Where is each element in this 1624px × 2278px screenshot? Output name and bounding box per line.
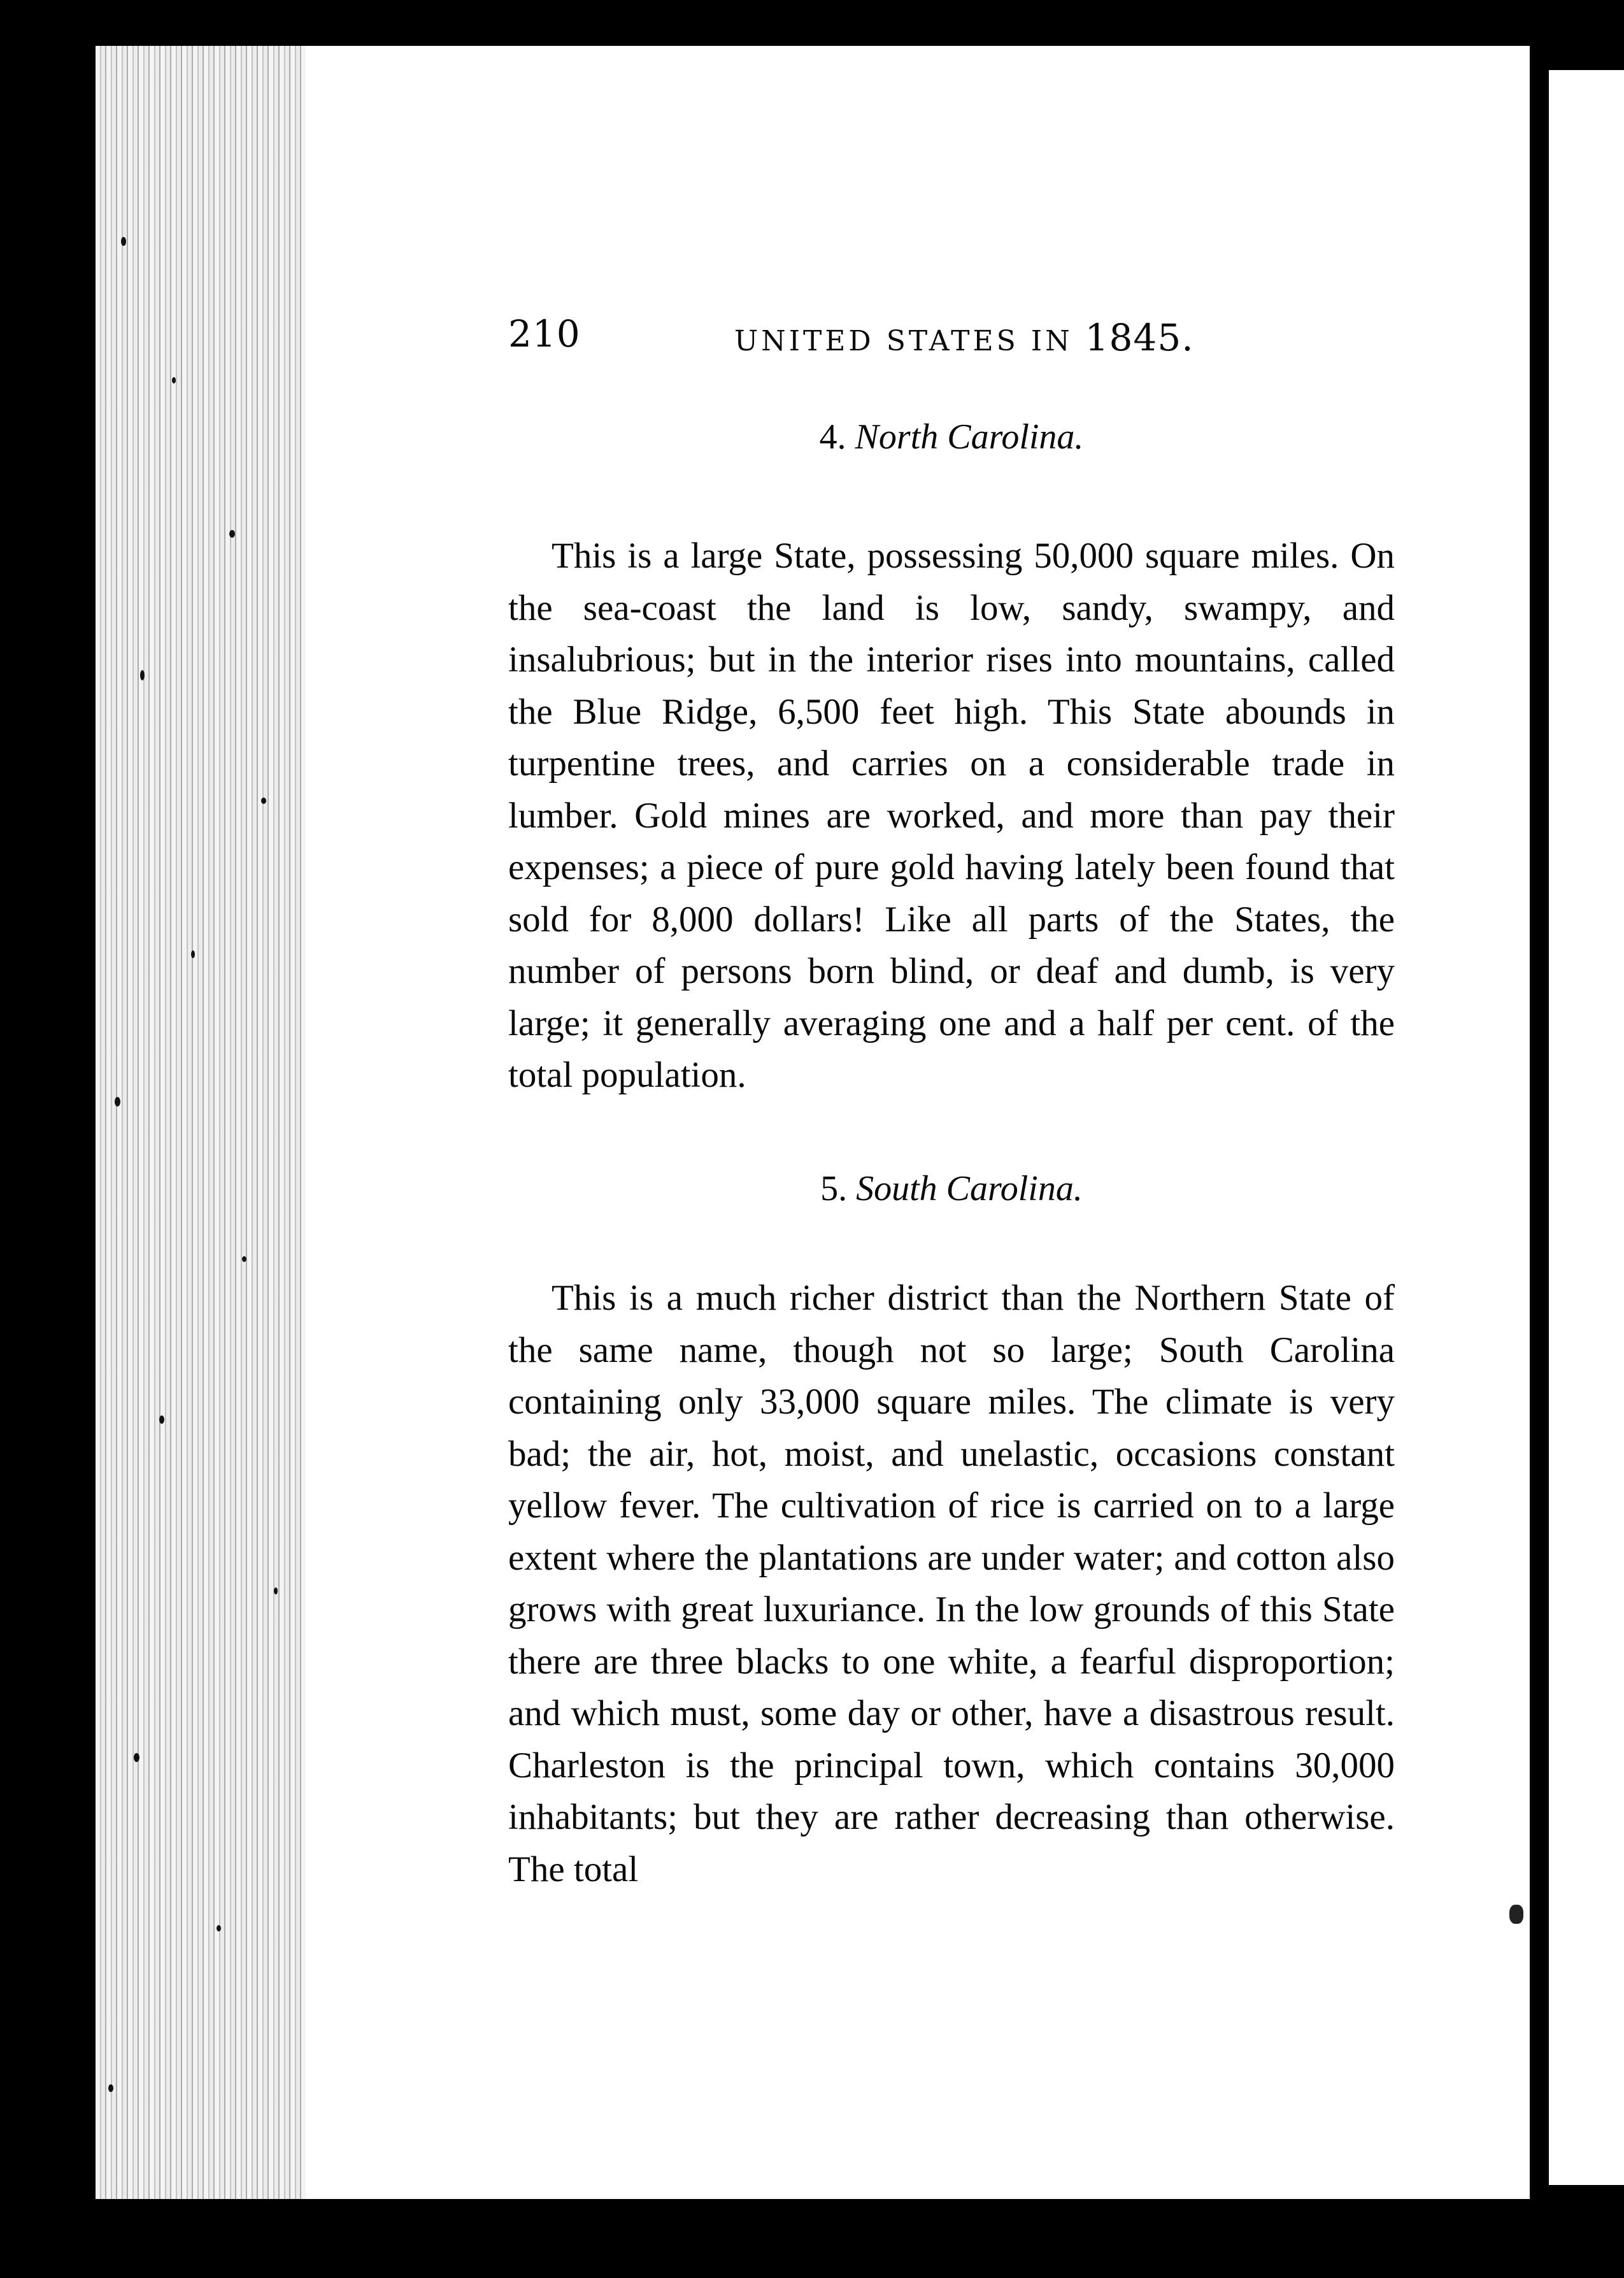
paragraph-south-carolina: This is a much richer district than the Northern State of the same name, though not so large; South Carolina containing only 33,000 square miles. The climate is very bad; the air, hot, moist, and unelastic, occasions constant yellow fever. The cultivation of rice is carried on to a large extent where the plantations are under water; and cotton also grows with great luxuriance. In the low grounds of this State there are three blacks to one white, a fearful disproportion; and which must, some day or other, have a disastrous result. Charleston is the principal town, which contains 30,000 inhabitants; but they are rather decreasing than otherwise. The total <box>508 1278 1395 1889</box>
section-heading-north-carolina <box>508 417 1395 457</box>
speck <box>140 670 145 680</box>
running-title <box>734 316 1194 359</box>
speck <box>121 237 126 246</box>
speck <box>134 1753 139 1762</box>
speck <box>115 1097 120 1107</box>
section-title: South Carolina. <box>856 1169 1083 1208</box>
speck <box>242 1256 246 1262</box>
section-number: 5. <box>820 1169 848 1208</box>
page-number: 210 <box>508 312 581 355</box>
scan-smudge <box>1509 1905 1523 1924</box>
running-title-year: 1845. <box>1085 316 1194 359</box>
facing-page-edge <box>1549 70 1624 2185</box>
paragraph-north-carolina: This is a large State, possessing 50,000 square miles. On the sea-coast the land is low, sandy, swampy, and insalubrious; but in the interior rises into mountains, called the Blue Ridge, 6,500 feet high. This State abounds in turpentine trees, and carries on a considerable trade in lumber. Gold mines are worked, and more than pay their expenses; a piece of pure gold having lately been found that sold for 8,000 dollars! Like all parts of the States, the number of persons born blind, or deaf and dumb, is very large; it generally averaging one and a half per cent. of the total population. <box>508 536 1395 1095</box>
running-head <box>508 312 1395 369</box>
speck <box>108 2084 113 2092</box>
running-title-text: UNITED STATES IN <box>734 325 1073 357</box>
speck <box>159 1415 164 1424</box>
page-edges <box>96 46 312 2199</box>
section-heading-south-carolina <box>508 1168 1395 1209</box>
section-number: 4. <box>819 417 846 457</box>
scan-smudge <box>879 2210 923 2236</box>
speck <box>191 950 195 958</box>
speck <box>217 1925 221 1931</box>
book-page <box>306 46 1530 2199</box>
speck <box>172 377 176 383</box>
speck <box>261 798 266 804</box>
section-title: North Carolina. <box>855 417 1084 457</box>
speck <box>229 530 235 538</box>
speck <box>274 1587 278 1594</box>
